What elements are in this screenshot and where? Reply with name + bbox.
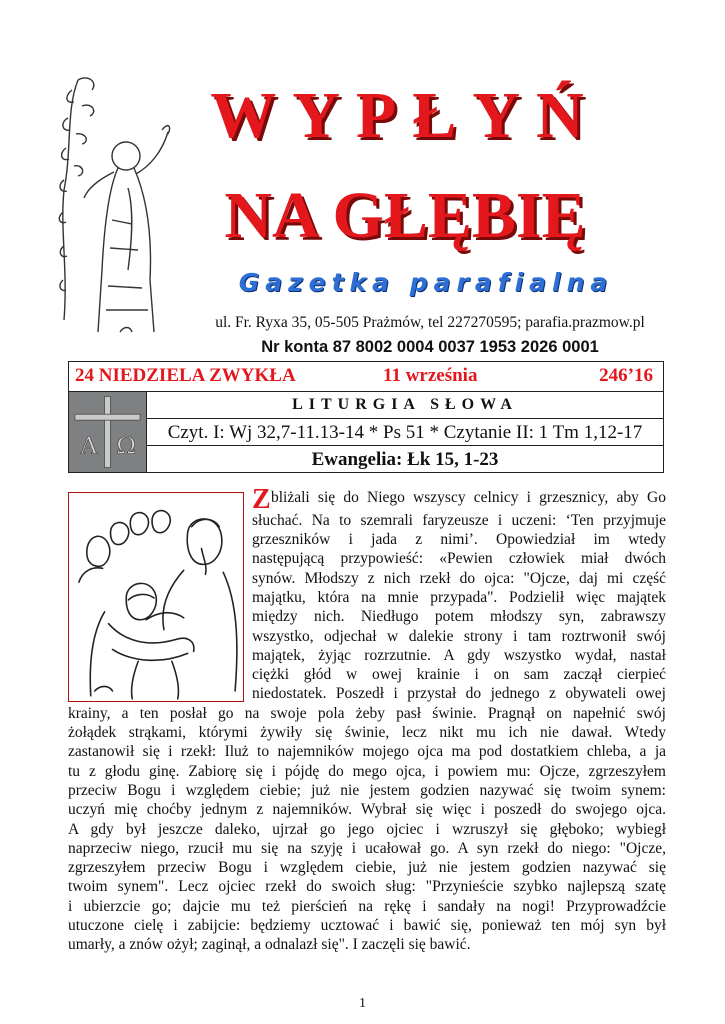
omega-letter: Ω	[116, 431, 137, 460]
prodigal-son-illustration	[68, 492, 244, 702]
article-line: zgrzeszyłem przeciw Bogu i względem ciebie, już nie jestem godzien nazywać się	[68, 859, 666, 876]
article-line: umarły, a znów ożył; zaginął, a odnalazł się". I zaczęli się bawić.	[68, 936, 471, 953]
readings-list: Czyt. I: Wj 32,7-11.13-14 * Ps 51 * Czytanie II: 1 Tm 1,12-17	[147, 419, 663, 446]
bank-account-number: Nr konta 87 8002 0004 0037 1953 2026 0001	[261, 338, 599, 356]
article-line: utuczone cielę i zabijcie: będziemy ucztować i bawić się, ponieważ ten mój syn był	[68, 917, 666, 934]
alpha-letter: Α	[80, 431, 98, 460]
masthead-title-line1: WYPŁYŃ	[210, 79, 600, 152]
masthead-subtitle: Gazetka parafialna	[238, 268, 614, 297]
article-line: synów. Młodszy z nich rzekł do ojca: "Ojcze, daj mi część	[252, 570, 666, 587]
issue-date: 11 września	[383, 365, 478, 386]
masthead-title-line2: NA GŁĘBIĘ	[224, 179, 586, 252]
article-line: majątku, która na mnie przypada". Podzielił więc majątek	[252, 589, 666, 606]
page-number: 1	[359, 996, 366, 1011]
article-line: między nich. Niedługo potem młodszy syn, zabrawszy	[252, 608, 666, 625]
alpha-omega-cross-emblem	[69, 392, 147, 472]
article-line: krainy, a ten posłał go na swoje pola żeby pasł świnie. Pragnął on napełnić swój	[68, 705, 666, 722]
issue-header-row	[69, 362, 663, 392]
sunday-name: 24 NIEDZIELA ZWYKŁA	[75, 365, 296, 386]
article-line: majątek, żyjąc rozrzutnie. A gdy wszystko wydał, nastał	[252, 647, 666, 664]
article-drop-cap: Z	[252, 484, 271, 515]
article-line: A gdy był jeszcze daleko, ujrzał go jego ojciec i wzruszył się głęboko; wybiegł	[68, 821, 666, 838]
article-line: przeciw Bogu i względem ciebie; już nie jestem godzien nazywać się twoim synem:	[68, 782, 666, 799]
article-line: naprzeciw niego, rzucił mu się na szyję i ucałował go. A syn rzekł do niego: "Ojcze,	[68, 840, 666, 857]
article-line: niedostatek. Poszedł i przystał do jednego z obywateli owej	[252, 685, 666, 702]
article-line: grzeszników i jada z nimi’. Opowiedział im wtedy	[252, 531, 666, 548]
liturgy-title: LITURGIA SŁOWA	[147, 392, 663, 419]
saint-figure-illustration	[58, 70, 176, 340]
article-line: twoim synem". Lecz ojciec rzekł do swoich sług: "Przynieście szybko najlepszą szatę	[68, 878, 666, 895]
article-line: ciężki głód w owej krainie i on sam zaczął cierpieć	[252, 666, 666, 683]
article-line: następującą przypowieść: «Pewien człowiek miał dwóch	[252, 550, 666, 567]
article-line: słuchać. Na to szemrali faryzeusze i uczeni: ‘Ten przyjmuje	[252, 512, 666, 529]
parish-address: ul. Fr. Ryxa 35, 05-505 Prażmów, tel 227270595; parafia.prazmow.pl	[215, 314, 645, 331]
issue-number: 246’16	[599, 365, 653, 386]
article-line: i ubierzcie go; dajcie mu też pierścień na rękę i sandały na nogi! Przyprowadźcie	[68, 898, 666, 915]
article-line: żołądek strąkami, którymi żywiły się świnie, lecz nikt mu ich nie dawał. Wtedy	[68, 724, 666, 741]
article-line: wszystko, odjechał w dalekie strony i tam roztrwonił swój	[252, 628, 666, 645]
liturgy-info-box	[68, 361, 664, 473]
article-line: tu z głodu ginę. Zabiorę się i pójdę do mego ojca, i powiem mu: Ojcze, zgrzeszyłem	[68, 763, 666, 780]
article-line: zastanowił się i rzekł: Iluż to najemników mojego ojca ma pod dostatkiem chleba, a ja	[68, 743, 666, 760]
article-line: uczyń mię choćby jednym z najemników. Wybrał się więc i poszedł do swojego ojca.	[68, 801, 666, 818]
article-line: bliżali się do Niego wszyscy celnicy i grzesznicy, aby Go	[271, 489, 666, 506]
gospel-reference: Ewangelia: Łk 15, 1-23	[311, 449, 499, 470]
